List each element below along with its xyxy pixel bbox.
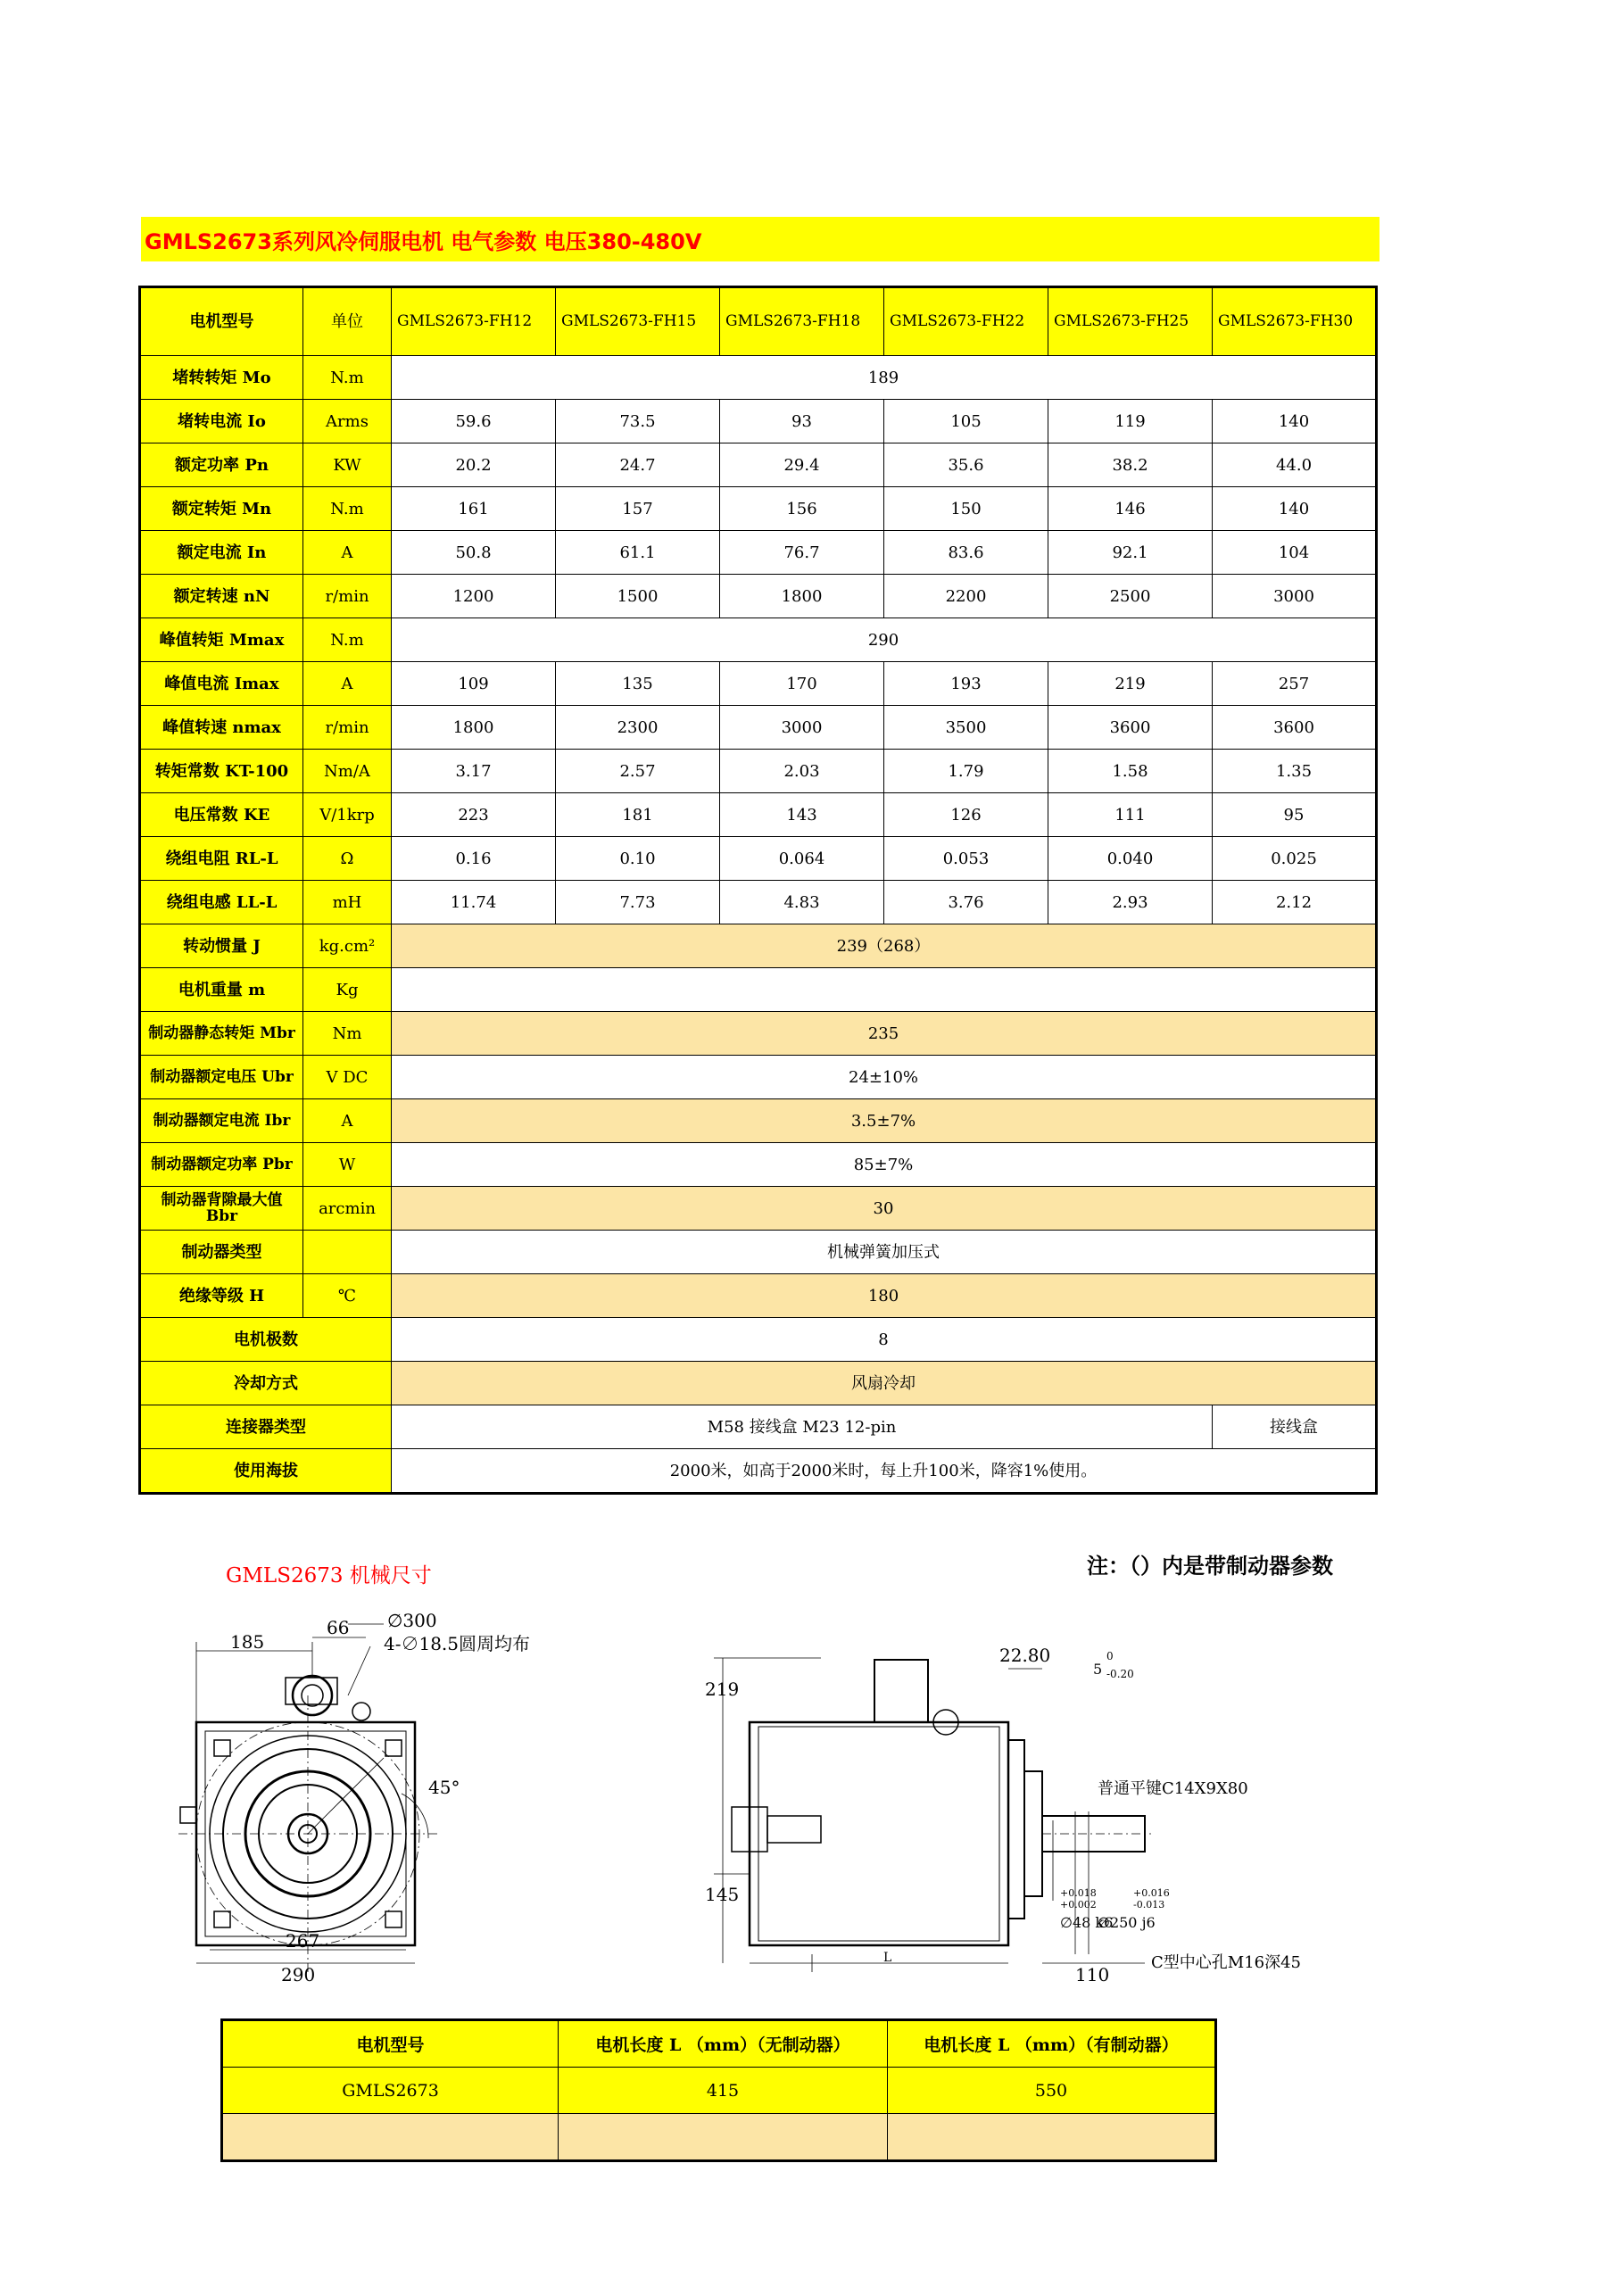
side-view-drawing bbox=[705, 1645, 1301, 1985]
row-unit: arcmin bbox=[303, 1187, 392, 1231]
row-value: 257 bbox=[1213, 662, 1377, 706]
spec-row bbox=[140, 356, 1377, 400]
row-span-value: 2000米，如高于2000米时，每上升100米，降容1%使用。 bbox=[392, 1449, 1377, 1494]
row-value: 1.35 bbox=[1213, 750, 1377, 793]
row-value: 20.2 bbox=[392, 443, 556, 487]
dim-300: ∅300 bbox=[387, 1610, 437, 1631]
row-unit: r/min bbox=[303, 575, 392, 618]
mechanical-dimensions-title: GMLS2673 机械尺寸 bbox=[226, 1564, 432, 1587]
row-label: 制动器静态转矩 Mbr bbox=[140, 1012, 303, 1056]
row-value: 2.12 bbox=[1213, 881, 1377, 924]
row-value: 95 bbox=[1213, 793, 1377, 837]
row-value: 76.7 bbox=[720, 531, 884, 575]
row-label: 峰值转矩 Mmax bbox=[140, 618, 303, 662]
header-model-name: GMLS2673-FH25 bbox=[1048, 287, 1213, 356]
row-value: 29.4 bbox=[720, 443, 884, 487]
row-unit: mH bbox=[303, 881, 392, 924]
spec-row bbox=[140, 1099, 1377, 1143]
row-value: 161 bbox=[392, 487, 556, 531]
row-unit: ℃ bbox=[303, 1274, 392, 1318]
row-unit: Nm bbox=[303, 1012, 392, 1056]
row-unit: Ω bbox=[303, 837, 392, 881]
row-value: 1500 bbox=[556, 575, 720, 618]
table-header-row bbox=[140, 287, 1377, 356]
row-label: 额定电流 In bbox=[140, 531, 303, 575]
spec-row bbox=[140, 1318, 1377, 1362]
row-value: 24.7 bbox=[556, 443, 720, 487]
row-value: 170 bbox=[720, 662, 884, 706]
row-unit: N.m bbox=[303, 487, 392, 531]
row-label: 绕组电感 LL-L bbox=[140, 881, 303, 924]
row-label: 峰值转速 nmax bbox=[140, 706, 303, 750]
dim-holes: 4-∅18.5圆周均布 bbox=[384, 1633, 531, 1654]
row-value: 219 bbox=[1048, 662, 1213, 706]
spec-row bbox=[140, 793, 1377, 837]
row-value: 146 bbox=[1048, 487, 1213, 531]
header-model-name: GMLS2673-FH30 bbox=[1213, 287, 1377, 356]
row-label: 堵转电流 Io bbox=[140, 400, 303, 443]
length-header-cell: 电机型号 bbox=[222, 2020, 559, 2068]
row-unit: V DC bbox=[303, 1056, 392, 1099]
row-span-value: 风扇冷却 bbox=[392, 1362, 1377, 1405]
row-value: 2.93 bbox=[1048, 881, 1213, 924]
dim-66: 66 bbox=[327, 1617, 350, 1638]
spec-row bbox=[140, 968, 1377, 1012]
row-label: 绝缘等级 H bbox=[140, 1274, 303, 1318]
row-span-value: 189 bbox=[392, 356, 1377, 400]
row-value: 73.5 bbox=[556, 400, 720, 443]
electrical-parameters-table bbox=[138, 286, 1378, 1495]
row-value: 3600 bbox=[1048, 706, 1213, 750]
row-label: 电压常数 KE bbox=[140, 793, 303, 837]
spec-row bbox=[140, 750, 1377, 793]
dim-267: 267 bbox=[286, 1930, 320, 1952]
dim-5: 5 bbox=[1093, 1661, 1103, 1678]
header-model-name: GMLS2673-FH18 bbox=[720, 287, 884, 356]
row-value: 59.6 bbox=[392, 400, 556, 443]
row-label: 电机极数 bbox=[140, 1318, 392, 1362]
row-span-value: 180 bbox=[392, 1274, 1377, 1318]
row-span-value bbox=[392, 968, 1377, 1012]
row-value: 0.053 bbox=[884, 837, 1048, 881]
header-unit-label: 单位 bbox=[303, 287, 392, 356]
spec-row bbox=[140, 1362, 1377, 1405]
row-label: 绕组电阻 RL-L bbox=[140, 837, 303, 881]
dim-219: 219 bbox=[705, 1678, 740, 1700]
row-label: 制动器额定功率 Pbr bbox=[140, 1143, 303, 1187]
dim-48k6: ∅48 k6 bbox=[1060, 1914, 1114, 1931]
row-value: 4.83 bbox=[720, 881, 884, 924]
row-span-value: 239（268） bbox=[392, 924, 1377, 968]
row-value: 0.040 bbox=[1048, 837, 1213, 881]
row-value: 0.064 bbox=[720, 837, 884, 881]
row-value: 126 bbox=[884, 793, 1048, 837]
row-unit: N.m bbox=[303, 618, 392, 662]
spec-row bbox=[140, 837, 1377, 881]
length-cell: GMLS2673 bbox=[222, 2068, 559, 2114]
spec-row bbox=[140, 881, 1377, 924]
row-value: 3.17 bbox=[392, 750, 556, 793]
row-unit: Kg bbox=[303, 968, 392, 1012]
spec-row bbox=[140, 1405, 1377, 1449]
spec-row bbox=[140, 1143, 1377, 1187]
row-label: 使用海拔 bbox=[140, 1449, 392, 1494]
spec-row bbox=[140, 1449, 1377, 1494]
row-label: 额定转矩 Mn bbox=[140, 487, 303, 531]
row-value: 38.2 bbox=[1048, 443, 1213, 487]
row-value: 92.1 bbox=[1048, 531, 1213, 575]
row-value: 11.74 bbox=[392, 881, 556, 924]
row-value: 3000 bbox=[1213, 575, 1377, 618]
spec-row bbox=[140, 1056, 1377, 1099]
dim-110: 110 bbox=[1075, 1964, 1110, 1985]
row-value: 2.03 bbox=[720, 750, 884, 793]
row-last-value: 接线盒 bbox=[1213, 1405, 1377, 1449]
key-note: 普通平键C14X9X80 bbox=[1098, 1779, 1248, 1798]
row-value: 223 bbox=[392, 793, 556, 837]
title-bar bbox=[141, 217, 1380, 261]
motor-length-table bbox=[220, 2018, 1217, 2162]
row-label: 制动器额定电流 Ibr bbox=[140, 1099, 303, 1143]
row-value: 2300 bbox=[556, 706, 720, 750]
row-value: 2.57 bbox=[556, 750, 720, 793]
row-label: 堵转转矩 Mo bbox=[140, 356, 303, 400]
tol-250-lower: -0.013 bbox=[1133, 1899, 1165, 1911]
spec-row bbox=[140, 531, 1377, 575]
row-value: 61.1 bbox=[556, 531, 720, 575]
spec-row bbox=[140, 575, 1377, 618]
row-unit: KW bbox=[303, 443, 392, 487]
tol-5-upper: 0 bbox=[1106, 1650, 1114, 1662]
row-value: 2200 bbox=[884, 575, 1048, 618]
length-cell: 550 bbox=[888, 2068, 1216, 2114]
row-value: 143 bbox=[720, 793, 884, 837]
dim-145: 145 bbox=[705, 1884, 740, 1905]
spec-row bbox=[140, 706, 1377, 750]
row-label: 峰值电流 Imax bbox=[140, 662, 303, 706]
row-value: 2500 bbox=[1048, 575, 1213, 618]
row-label: 额定转速 nN bbox=[140, 575, 303, 618]
row-value: 0.16 bbox=[392, 837, 556, 881]
header-model-label: 电机型号 bbox=[140, 287, 303, 356]
spec-row bbox=[140, 443, 1377, 487]
row-span-value: 24±10% bbox=[392, 1056, 1377, 1099]
row-span-value: 8 bbox=[392, 1318, 1377, 1362]
row-value: 1.79 bbox=[884, 750, 1048, 793]
length-cell bbox=[559, 2114, 888, 2161]
dim-l: L bbox=[883, 1951, 892, 1965]
length-header-row bbox=[222, 2020, 1216, 2068]
row-value: 0.025 bbox=[1213, 837, 1377, 881]
dim-250j6: ∅250 j6 bbox=[1098, 1914, 1156, 1931]
row-span-value: 235 bbox=[392, 1012, 1377, 1056]
row-value: 104 bbox=[1213, 531, 1377, 575]
brake-parameter-note: 注：（）内是带制动器参数 bbox=[1087, 1554, 1333, 1579]
tol-48-lower: +0.002 bbox=[1060, 1899, 1097, 1911]
spec-row bbox=[140, 662, 1377, 706]
row-value: 93 bbox=[720, 400, 884, 443]
row-value: 156 bbox=[720, 487, 884, 531]
row-label: 制动器额定电压 Ubr bbox=[140, 1056, 303, 1099]
row-unit: kg.cm² bbox=[303, 924, 392, 968]
header-model-name: GMLS2673-FH22 bbox=[884, 287, 1048, 356]
row-span-value: M58 接线盒 M23 12-pin bbox=[392, 1405, 1213, 1449]
tol-250-upper: +0.016 bbox=[1133, 1887, 1170, 1899]
row-unit: r/min bbox=[303, 706, 392, 750]
row-value: 1800 bbox=[392, 706, 556, 750]
center-hole-note: C型中心孔M16深45 bbox=[1151, 1953, 1302, 1972]
row-label: 转矩常数 KT-100 bbox=[140, 750, 303, 793]
row-value: 3500 bbox=[884, 706, 1048, 750]
spec-row bbox=[140, 400, 1377, 443]
row-label: 制动器类型 bbox=[140, 1231, 303, 1274]
row-value: 150 bbox=[884, 487, 1048, 531]
row-value: 111 bbox=[1048, 793, 1213, 837]
row-value: 1.58 bbox=[1048, 750, 1213, 793]
row-unit: A bbox=[303, 1099, 392, 1143]
spec-row bbox=[140, 924, 1377, 968]
row-label: 连接器类型 bbox=[140, 1405, 392, 1449]
spec-row bbox=[140, 618, 1377, 662]
row-span-value: 3.5±7% bbox=[392, 1099, 1377, 1143]
row-value: 44.0 bbox=[1213, 443, 1377, 487]
row-value: 7.73 bbox=[556, 881, 720, 924]
row-value: 157 bbox=[556, 487, 720, 531]
length-cell: 415 bbox=[559, 2068, 888, 2114]
length-cell bbox=[888, 2114, 1216, 2161]
dimension-drawings bbox=[161, 1606, 1392, 1999]
row-label: 转动惯量 J bbox=[140, 924, 303, 968]
dim-22-80: 22.80 bbox=[999, 1645, 1051, 1666]
front-view-drawing bbox=[178, 1610, 530, 1985]
row-value: 135 bbox=[556, 662, 720, 706]
dim-185: 185 bbox=[230, 1631, 265, 1653]
dim-290: 290 bbox=[281, 1964, 316, 1985]
row-value: 1200 bbox=[392, 575, 556, 618]
row-value: 140 bbox=[1213, 400, 1377, 443]
row-unit: Arms bbox=[303, 400, 392, 443]
row-value: 35.6 bbox=[884, 443, 1048, 487]
row-value: 0.10 bbox=[556, 837, 720, 881]
header-model-name: GMLS2673-FH15 bbox=[556, 287, 720, 356]
spec-row bbox=[140, 1012, 1377, 1056]
row-unit: W bbox=[303, 1143, 392, 1187]
row-unit: Nm/A bbox=[303, 750, 392, 793]
row-label: 电机重量 m bbox=[140, 968, 303, 1012]
page-title: GMLS2673系列风冷伺服电机 电气参数 电压380-480V bbox=[145, 229, 702, 254]
dim-45: 45° bbox=[428, 1777, 460, 1798]
row-span-value: 290 bbox=[392, 618, 1377, 662]
row-value: 1800 bbox=[720, 575, 884, 618]
header-model-name: GMLS2673-FH12 bbox=[392, 287, 556, 356]
row-unit: A bbox=[303, 662, 392, 706]
row-span-value: 机械弹簧加压式 bbox=[392, 1231, 1377, 1274]
row-value: 3000 bbox=[720, 706, 884, 750]
row-value: 181 bbox=[556, 793, 720, 837]
row-unit: A bbox=[303, 531, 392, 575]
row-unit bbox=[303, 1231, 392, 1274]
row-value: 3.76 bbox=[884, 881, 1048, 924]
length-header-cell: 电机长度 L （mm）（无制动器） bbox=[559, 2020, 888, 2068]
row-label: 额定功率 Pn bbox=[140, 443, 303, 487]
row-span-value: 85±7% bbox=[392, 1143, 1377, 1187]
tol-48-upper: +0.018 bbox=[1060, 1887, 1097, 1899]
tol-5-lower: -0.20 bbox=[1106, 1668, 1134, 1680]
spec-row bbox=[140, 1187, 1377, 1231]
length-row bbox=[222, 2068, 1216, 2114]
row-label: 冷却方式 bbox=[140, 1362, 392, 1405]
length-header-cell: 电机长度 L （mm）（有制动器） bbox=[888, 2020, 1216, 2068]
row-unit: N.m bbox=[303, 356, 392, 400]
spec-row bbox=[140, 487, 1377, 531]
row-label: 制动器背隙最大值 Bbr bbox=[140, 1187, 303, 1231]
row-value: 109 bbox=[392, 662, 556, 706]
row-value: 119 bbox=[1048, 400, 1213, 443]
spec-row bbox=[140, 1231, 1377, 1274]
length-row bbox=[222, 2114, 1216, 2161]
row-value: 193 bbox=[884, 662, 1048, 706]
row-value: 50.8 bbox=[392, 531, 556, 575]
row-span-value: 30 bbox=[392, 1187, 1377, 1231]
row-value: 105 bbox=[884, 400, 1048, 443]
row-unit: V/1krp bbox=[303, 793, 392, 837]
spec-row bbox=[140, 1274, 1377, 1318]
row-value: 83.6 bbox=[884, 531, 1048, 575]
row-value: 3600 bbox=[1213, 706, 1377, 750]
row-value: 140 bbox=[1213, 487, 1377, 531]
length-cell bbox=[222, 2114, 559, 2161]
